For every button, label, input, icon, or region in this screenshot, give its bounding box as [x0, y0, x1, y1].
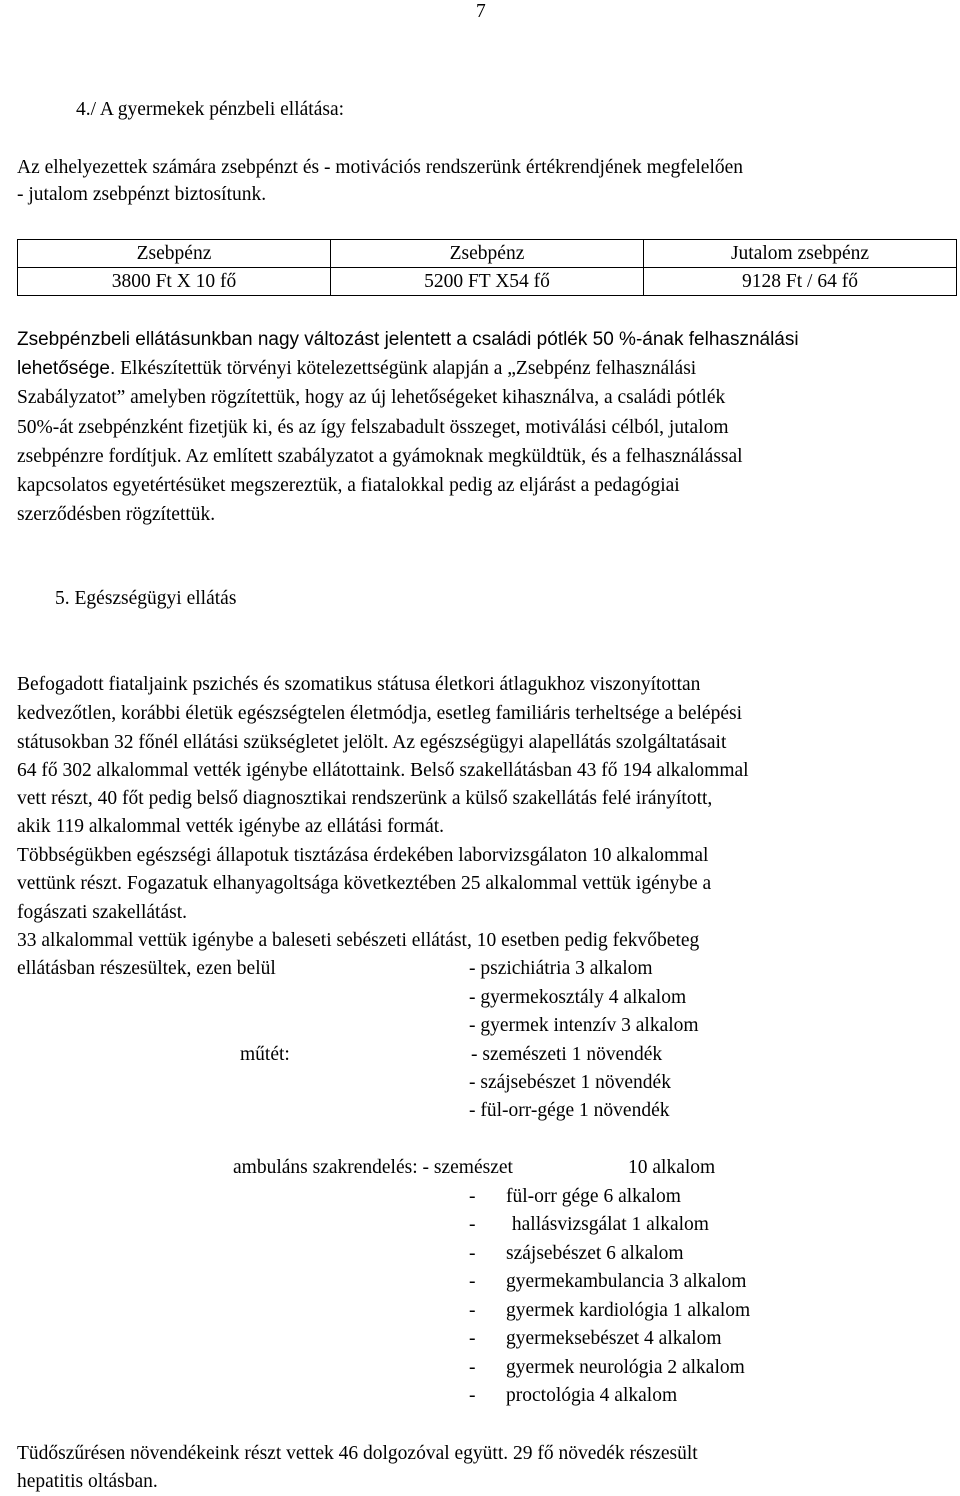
- paragraph-line: Tüdőszűrésen növendékeink részt vettek 46 dolgozóval együtt. 29 fő növedék részesült: [17, 1443, 698, 1464]
- paragraph-line: zsebpénzre fordítjuk. Az említett szabályzatot a gyámoknak megküldtük, és a felhasználással: [17, 446, 743, 467]
- paragraph-line: Befogadott fiataljaink pszichés és szomatikus státusa életkori átlagukhoz viszonyítottan: [17, 674, 701, 695]
- list-text: gyermekambulancia 3 alkalom: [506, 1271, 747, 1292]
- list-dash: -: [469, 1243, 476, 1264]
- list-item: - pszichiátria 3 alkalom: [469, 958, 653, 979]
- page-number: 7: [476, 1, 486, 22]
- list-dash: -: [469, 1271, 476, 1292]
- table-cell: Zsebpénz: [331, 240, 644, 268]
- section-5-heading: 5. Egészségügyi ellátás: [55, 588, 237, 609]
- list-text: proctológia 4 alkalom: [506, 1385, 678, 1406]
- list-text: fül-orr gége 6 alkalom: [506, 1186, 681, 1207]
- paragraph-line: vett részt, 40 főt pedig belső diagnosztikai rendszerünk a külső szakellátás felé irányított,: [17, 788, 713, 809]
- table-cell: Jutalom zsebpénz: [644, 240, 957, 268]
- paragraph-line: vettünk részt. Fogazatuk elhanyagoltsága következtében 25 alkalommal vettük igénybe a: [17, 873, 712, 894]
- list-dash: -: [469, 1300, 476, 1321]
- list-item: [469, 1214, 709, 1235]
- paragraph-line: Többségükben egészségi állapotuk tisztázása érdekében laborvizsgálaton 10 alkalommal: [17, 845, 709, 866]
- list-item: - fül-orr-gége 1 növendék: [469, 1100, 670, 1121]
- list-text: hallásvizsgálat 1 alkalom: [507, 1214, 709, 1235]
- list-item: - szemészeti 1 növendék: [471, 1044, 663, 1065]
- paragraph-line: szerződésben rögzítettük.: [17, 504, 216, 525]
- table-header-row: [18, 240, 957, 268]
- paragraph-line: akik 119 alkalommal vették igénybe az ellátási formát.: [17, 816, 445, 837]
- list-dash: -: [469, 1385, 476, 1406]
- paragraph-line: 33 alkalommal vettük igénybe a baleseti sebészeti ellátást, 10 esetben pedig fekvőbeteg: [17, 930, 700, 951]
- table-cell: Zsebpénz: [18, 240, 331, 268]
- list-text: gyermeksebészet 4 alkalom: [506, 1328, 722, 1349]
- intro-line: - jutalom zsebpénzt biztosítunk.: [17, 184, 267, 205]
- paragraph-line: hepatitis oltásban.: [17, 1471, 158, 1492]
- table-cell: 3800 Ft X 10 fő: [18, 268, 331, 296]
- list-item: - szájsebészet 1 növendék: [469, 1072, 671, 1093]
- paragraph-line: Zsebpénzbeli ellátásunkban nagy változást jelentett a családi pótlék 50 %-ának felhasználási: [17, 329, 799, 350]
- allowance-table: [17, 239, 957, 296]
- list-text: gyermek neurológia 2 alkalom: [506, 1357, 745, 1378]
- list-dash: -: [469, 1214, 476, 1235]
- paragraph-line: státusokban 32 főnél ellátási szükségletet jelölt. Az egészségügyi alapellátás szolgáltatásait: [17, 732, 727, 753]
- list-item: - gyermek intenzív 3 alkalom: [469, 1015, 699, 1036]
- paragraph-line: kapcsolatos egyetértésüket megszereztük, a fiatalokkal pedig az eljárást a pedagógiai: [17, 475, 680, 496]
- section-4-heading: 4./ A gyermekek pénzbeli ellátása:: [76, 99, 345, 120]
- list-item: [469, 1243, 684, 1264]
- ambulance-first-value: 10 alkalom: [628, 1157, 716, 1178]
- list-item: [469, 1357, 745, 1378]
- list-dash: -: [469, 1328, 476, 1349]
- list-text: szájsebészet 6 alkalom: [506, 1243, 684, 1264]
- list-dash: -: [469, 1357, 476, 1378]
- paragraph-line: Szabályzatot” amelyben rögzítettük, hogy az új lehetőségeket kihasználva, a családi pótlék: [17, 387, 726, 408]
- list-item: [469, 1300, 751, 1321]
- table-row: [18, 268, 957, 296]
- table-cell: 9128 Ft / 64 fő: [644, 268, 957, 296]
- table-cell: 5200 FT X54 fő: [331, 268, 644, 296]
- list-item: - gyermekosztály 4 alkalom: [469, 987, 687, 1008]
- surgery-label: műtét:: [240, 1044, 290, 1065]
- list-item: [469, 1271, 747, 1292]
- paragraph-line: kedvezőtlen, korábbi életük egészségtelen életmódja, esetleg familiáris terheltsége a belépési: [17, 703, 742, 724]
- paragraph-line: 64 fő 302 alkalommal vették igénybe ellátottaink. Belső szakellátásban 43 fő 194 alkalommal: [17, 760, 749, 781]
- paragraph-line: [17, 359, 696, 379]
- list-item: [469, 1385, 678, 1406]
- ambulance-label: ambuláns szakrendelés: - szemészet: [233, 1157, 513, 1178]
- list-item: [469, 1328, 722, 1349]
- inpatient-label: ellátásban részesültek, ezen belül: [17, 958, 276, 979]
- paragraph-fragment: lehetősége.: [17, 358, 116, 379]
- list-item: [469, 1186, 681, 1207]
- paragraph-line: fogászati szakellátást.: [17, 902, 188, 923]
- list-text: gyermek kardiológia 1 alkalom: [506, 1300, 751, 1321]
- paragraph-fragment: Elkészítettük törvényi kötelezettségünk alapján a „Zsebpénz felhasználási: [115, 358, 697, 379]
- intro-line: Az elhelyezettek számára zsebpénzt és - motivációs rendszerünk értékrendjének megfelelően: [17, 157, 744, 178]
- paragraph-line: 50%-át zsebpénzként fizetjük ki, és az így felszabadult összeget, motiválási célból, jutalom: [17, 417, 729, 438]
- list-dash: -: [469, 1186, 476, 1207]
